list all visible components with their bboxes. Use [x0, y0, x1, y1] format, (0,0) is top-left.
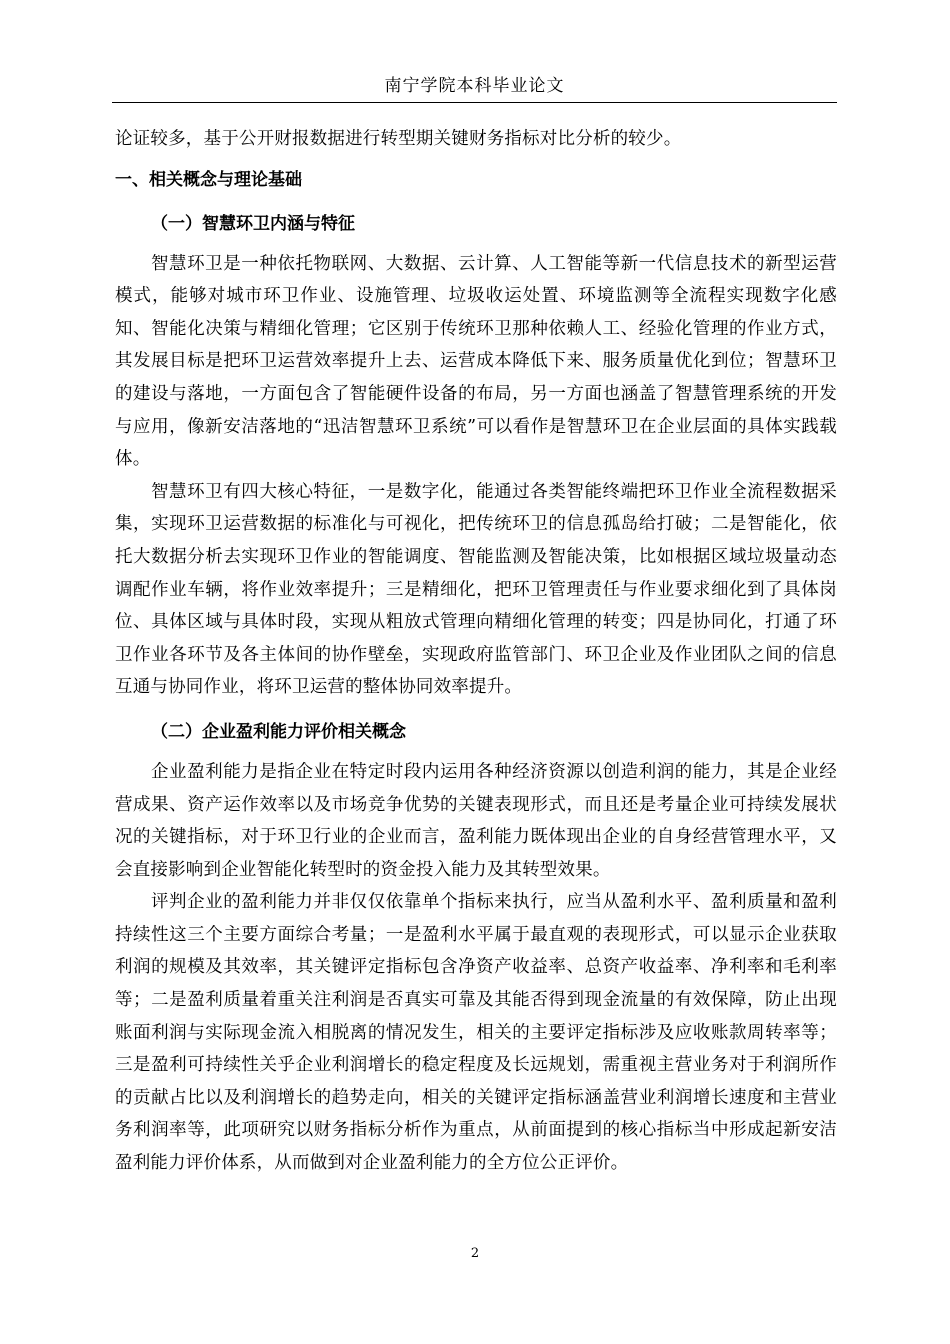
- paragraph-smart-sanitation-features: 智慧环卫有四大核心特征，一是数字化，能通过各类智能终端把环卫作业全流程数据采集，实现环卫运营数据的标准化与可视化，把传统环卫的信息孤岛给打破；二是智能化，依托大数据分析去实现环卫作业的智能调度、智能监测及智能决策，比如根据区域垃圾量动态调配作业车辆，将作业效率提升；三是精细化，把环卫管理责任与作业要求细化到了具体岗位、具体区域与具体时段，实现从粗放式管理向精细化管理的转变；四是协同化，打通了环卫作业各环节及各主体间的协作壁垒，实现政府监管部门、环卫企业及作业团队之间的信息互通与协同作业，将环卫运营的整体协同效率提升。: [115, 481, 837, 698]
- page-number: 2: [470, 1246, 480, 1261]
- running-header: 南宁学院本科毕业论文: [384, 76, 565, 96]
- paragraph-smart-sanitation-definition: 智慧环卫是一种依托物联网、大数据、云计算、人工智能等新一代信息技术的新型运营模式，能够对城市环卫作业、设施管理、垃圾收运处置、环境监测等全流程实现数字化感知、智能化决策与精细化管理；它区别于传统环卫那种依赖人工、经验化管理的作业方式，其发展目标是把环卫运营效率提升上去、运营成本降低下来、服务质量优化到位；智慧环卫的建设与落地，一方面包含了智能硬件设备的布局，另一方面也涵盖了智慧管理系统的开发与应用，像新安洁落地的“迅洁智慧环卫系统”可以看作是智慧环卫在企业层面的具体实践载体。: [115, 253, 837, 470]
- page-body: [115, 123, 837, 1180]
- subsection-heading-2: （二）企业盈利能力评价相关概念: [151, 721, 406, 742]
- paragraph-profitability-evaluation: 评判企业的盈利能力并非仅仅依靠单个指标来执行，应当从盈利水平、盈利质量和盈利持续性这三个主要方面综合考量；一是盈利水平属于最直观的表现形式，可以显示企业获取利润的规模及其效率，其关键评定指标包含净资产收益率、总资产收益率、净利率和毛利率等；二是盈利质量着重关注利润是否真实可靠及其能否得到现金流量的有效保障，防止出现账面利润与实际现金流入相脱离的情况发生，相关的主要评定指标涉及应收账款周转率等；三是盈利可持续性关乎企业利润增长的稳定程度及长远规划，需重视主营业务对于利润所作的贡献占比以及利润增长的趋势走向，相关的关键评定指标涵盖营业利润增长速度和主营业务利润率等，此项研究以财务指标分析作为重点，从前面提到的核心指标当中形成起新安洁盈利能力评价体系，从而做到对企业盈利能力的全方位公正评价。: [115, 892, 837, 1174]
- paragraph-profitability-definition: 企业盈利能力是指企业在特定时段内运用各种经济资源以创造利润的能力，其是企业经营成果、资产运作效率以及市场竞争优势的关键表现形式，而且还是考量企业可持续发展状况的关键指标，对于环卫行业的企业而言，盈利能力既体现出企业的自身经营管理水平，又会直接影响到企业智能化转型时的资金投入能力及其转型效果。: [115, 761, 837, 880]
- header-rule: [112, 102, 837, 103]
- section-heading: 一、相关概念与理论基础: [115, 169, 302, 190]
- intro-paragraph: 论证较多，基于公开财报数据进行转型期关键财务指标对比分析的较少。: [115, 129, 682, 149]
- subsection-heading-1: （一）智慧环卫内涵与特征: [151, 213, 355, 234]
